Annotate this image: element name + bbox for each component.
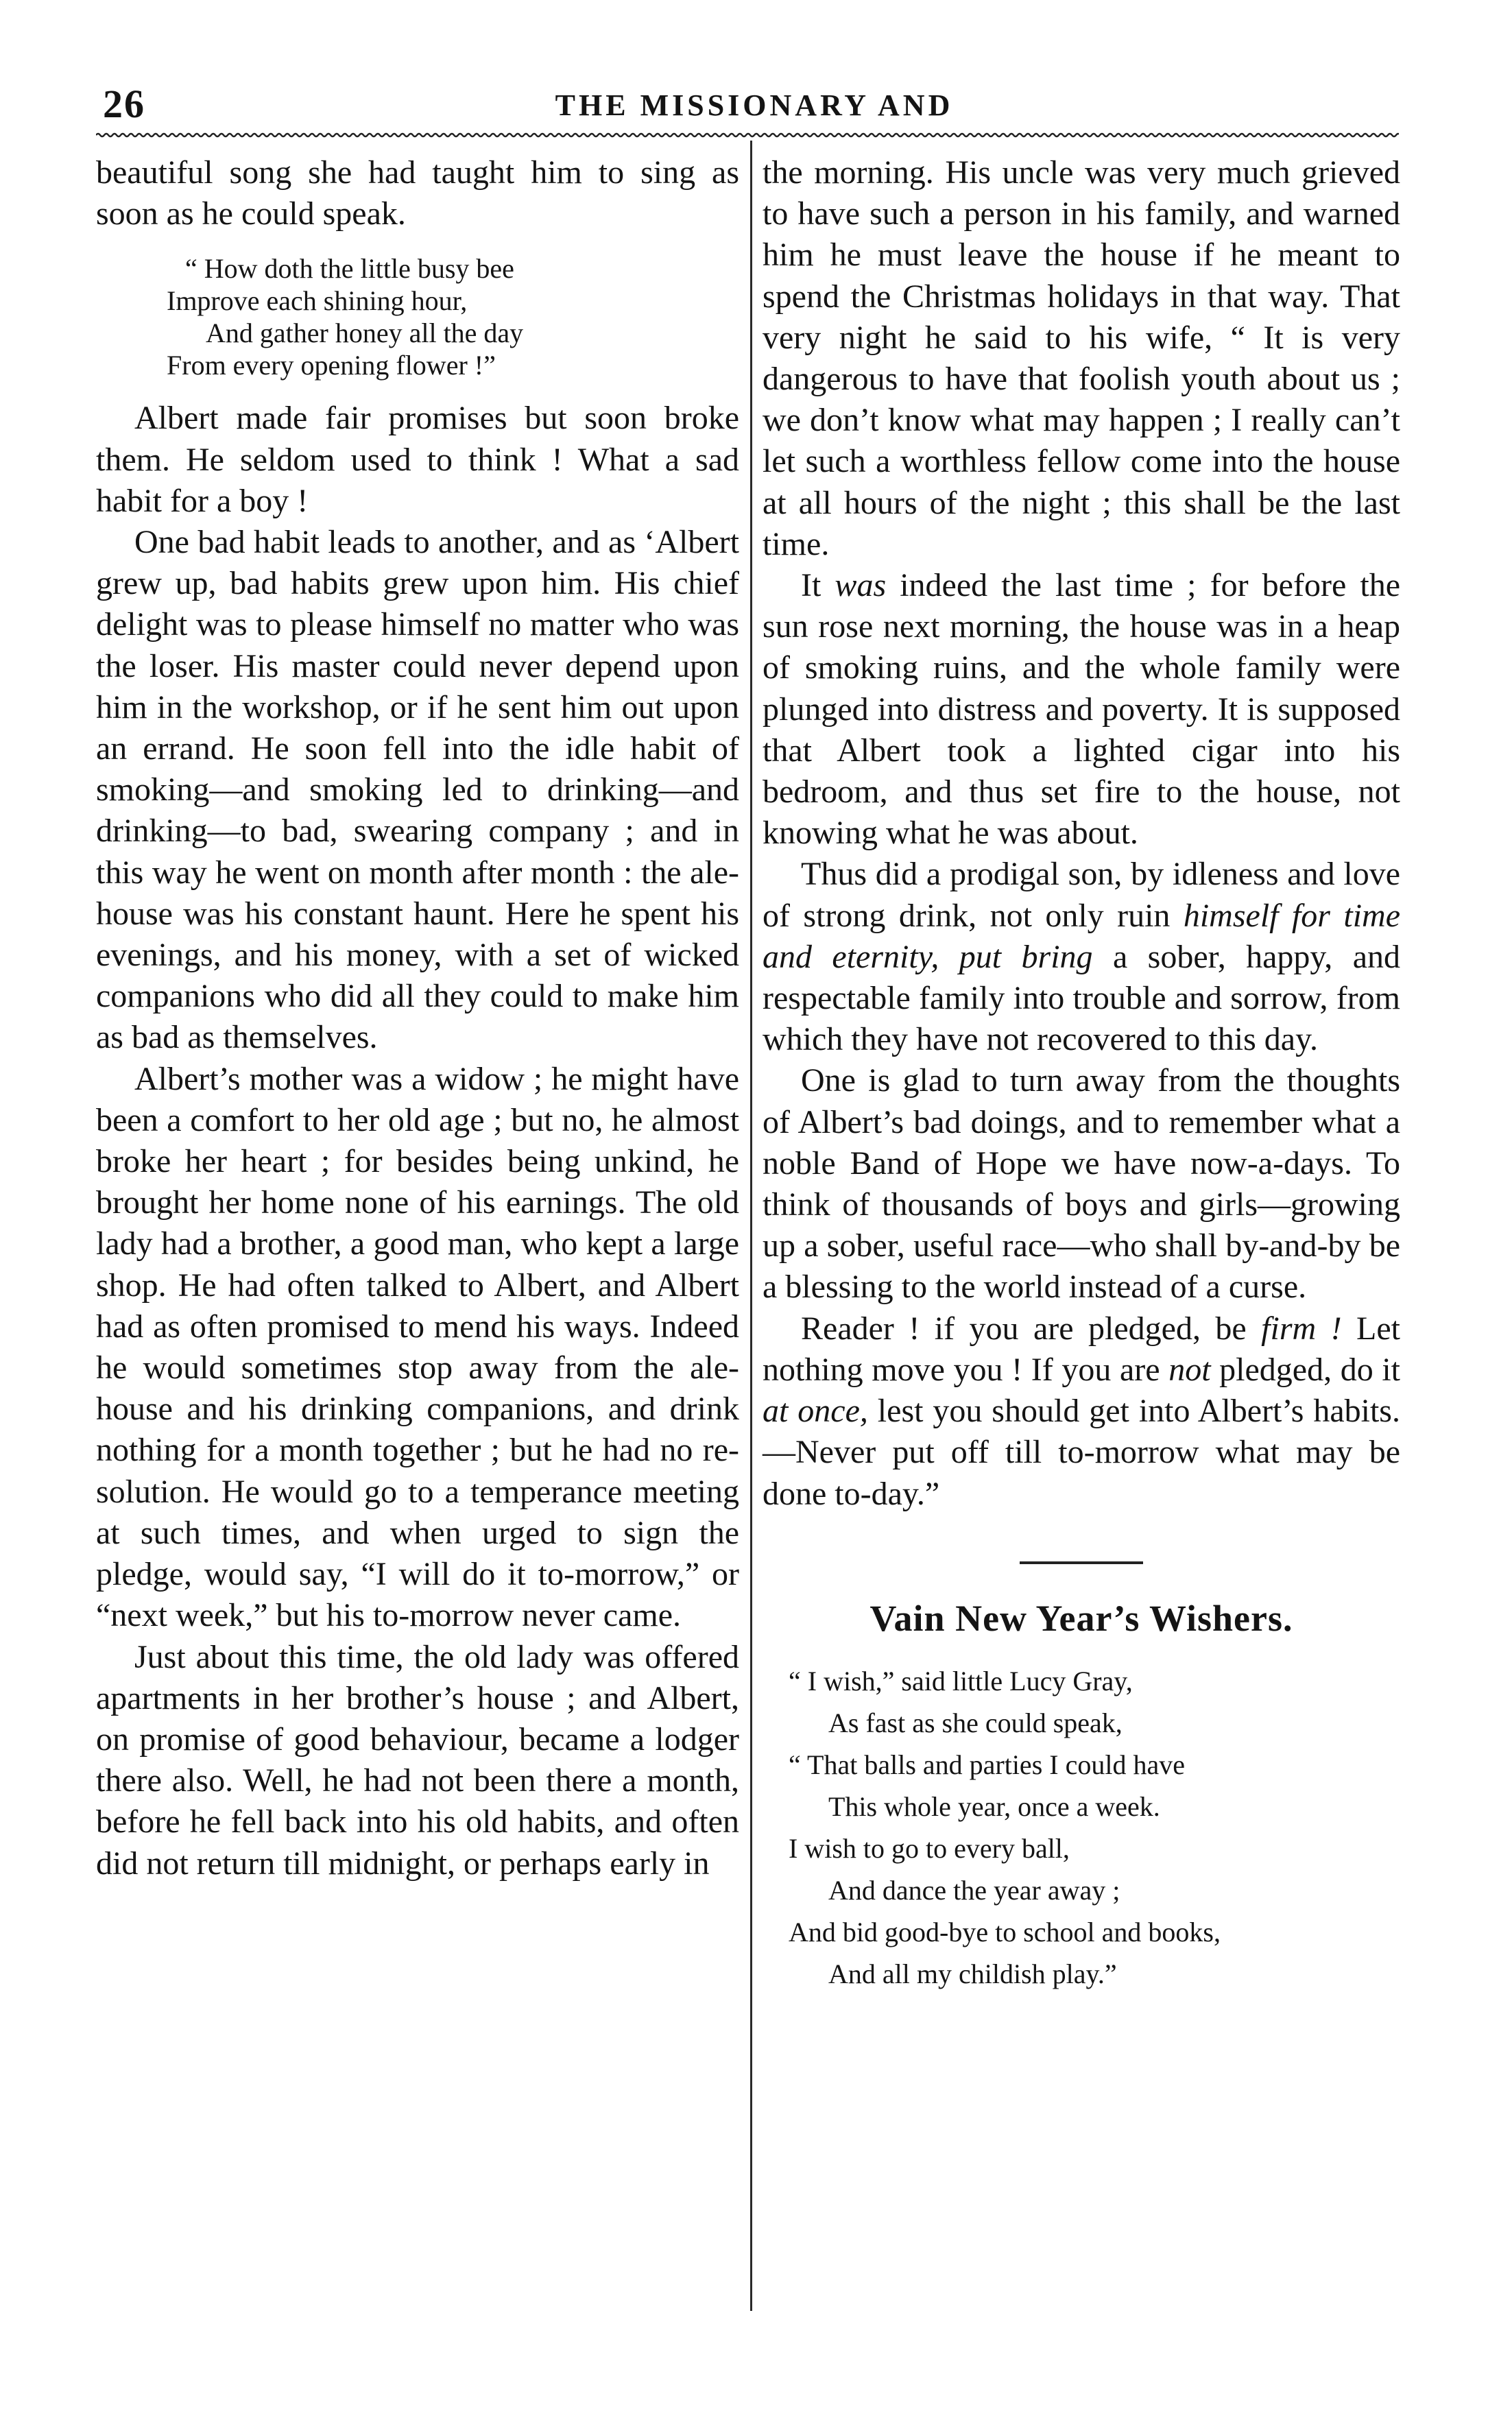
column-divider (750, 141, 752, 2311)
italic-text: was (835, 567, 887, 604)
italic-text: at once, (763, 1393, 868, 1430)
paragraph (763, 1308, 1400, 1515)
paragraph: the morning. His uncle was very much grieved to have such a person in his family, and warned him he must leave the house if he meant to spend the Christmas holidays in that way. That very night he said to his wife, “ It is very dangerous to have that foolish youth about us ; we don’t know what may happen ; I really can’t let such a worthless fellow come into the house at all hours of the night ; this shall be the last time. (763, 154, 1400, 562)
poem-line: “ I wish,” said little Lucy Gray, (789, 1665, 1133, 1696)
poem-line: I wish to go to every ball, (789, 1832, 1070, 1864)
wavy-header-rule (96, 132, 1399, 139)
poem-line: This whole year, once a week. (828, 1790, 1160, 1822)
italic-text: himself for time and eternity, put bring (763, 897, 1401, 975)
text-run: Thus did a prodigal son, by idleness and love of strong drink, not only ruin (763, 856, 1400, 934)
running-title: THE MISSIONARY AND (555, 88, 954, 122)
poem-line: As fast as she could speak, (828, 1707, 1123, 1738)
page-number: 26 (103, 82, 145, 126)
paragraph: Albert’s mother was a widow ; he might have been a comfort to her old age ; but no, he almost broke her heart ; for besides being unkind, he brought her home none of his earnings. The old lady had a brother, a good man, who kept a large shop. He had often talked to Albert, and Albert had as often promised to mend his ways. Indeed he would sometimes stop away from the ale-house and his drinking companions, and drink nothing for a month together ; but he had no resolution. He would go to a temperance meeting at such times, and when urged to sign the pledge, would say, “I will do it to-morrow,” or “next week,” but his to-morrow never came. (96, 1060, 739, 1634)
paragraph (763, 565, 1400, 854)
text-run: a sober, happy, and respectable family into trouble and sorrow, from which they have not recovered to this day. (763, 938, 1400, 1058)
paragraph: Just about this time, the old lady was offered apartments in her brother’s house ; and Albert, on promise of good behaviour, became a lodger there also. Well, he had not been there a month, before he fell back into his old habits, and often did not return till midnight, or perhaps early in (96, 1638, 739, 1882)
text-run: It (801, 567, 835, 604)
poem-title: Vain New Year’s Wishers. (869, 1597, 1293, 1639)
poem-line: And all my childish play.” (828, 1958, 1117, 1989)
poem-line: “ That balls and parties I could have (789, 1749, 1185, 1780)
paragraph (763, 854, 1400, 1060)
verse-line: Improve each shining hour, (167, 285, 468, 317)
poem-line: And bid good-bye to school and books, (789, 1916, 1221, 1947)
text-run: Let nothing move you ! If you are (763, 1310, 1401, 1388)
section-rule (1020, 1561, 1143, 1564)
italic-text: firm ! (1261, 1310, 1342, 1347)
paragraph: One is glad to turn away from the thoughts of Albert’s bad doings, and to remember what a noble Band of Hope we have now-a-days. To think of thousands of boys and girls—growing up a sober, useful race—who shall by-and-by be a blessing to the world instead of a curse. (763, 1062, 1400, 1306)
left-column (96, 152, 739, 1884)
poem (763, 1660, 1400, 1995)
paragraph: One bad habit leads to another, and as ‘Albert grew up, bad habits grew upon him. His chief delight was to please himself no matter who was the loser. His master could never depend upon him in the workshop, or if he sent him out upon an errand. He soon fell into the idle habit of smoking—and smoking led to drinking—and drinking—to bad, swearing company ; and in this way he went on month after month : the ale-house was his constant haunt. Here he spent his evenings, and his money, with a set of wicked companions who did all they could to make him as bad as themselves. (96, 524, 739, 1056)
right-column (763, 152, 1400, 1995)
text-run: pledged, do it (1210, 1351, 1400, 1388)
text-run: Reader ! if you are pledged, be (801, 1310, 1262, 1347)
verse-line: And gather honey all the day (206, 317, 524, 349)
verse-quote (96, 252, 739, 381)
verse-line: “ How doth the little busy bee (185, 253, 514, 285)
text-run: lest you should get into Albert’s habits.—Never put off till to-morrow what may be done to-day.” (763, 1393, 1400, 1512)
paragraph: Albert made fair promises but soon broke them. He seldom used to think ! What a sad habit for a boy ! (96, 400, 739, 519)
text-run: indeed the last time ; for before the sun rose next morning, the house was in a heap of smoking ruins, and the whole family were plunged into distress and poverty. It is supposed that Albert took a lighted cigar into his bedroom, and thus set fire to the house, not knowing what he was about. (763, 567, 1400, 852)
verse-line: From every opening flower !” (167, 350, 496, 381)
poem-line: And dance the year away ; (828, 1874, 1120, 1906)
paragraph: beautiful song she had taught him to sing as soon as he could speak. (96, 154, 739, 232)
italic-text: not (1168, 1351, 1211, 1388)
